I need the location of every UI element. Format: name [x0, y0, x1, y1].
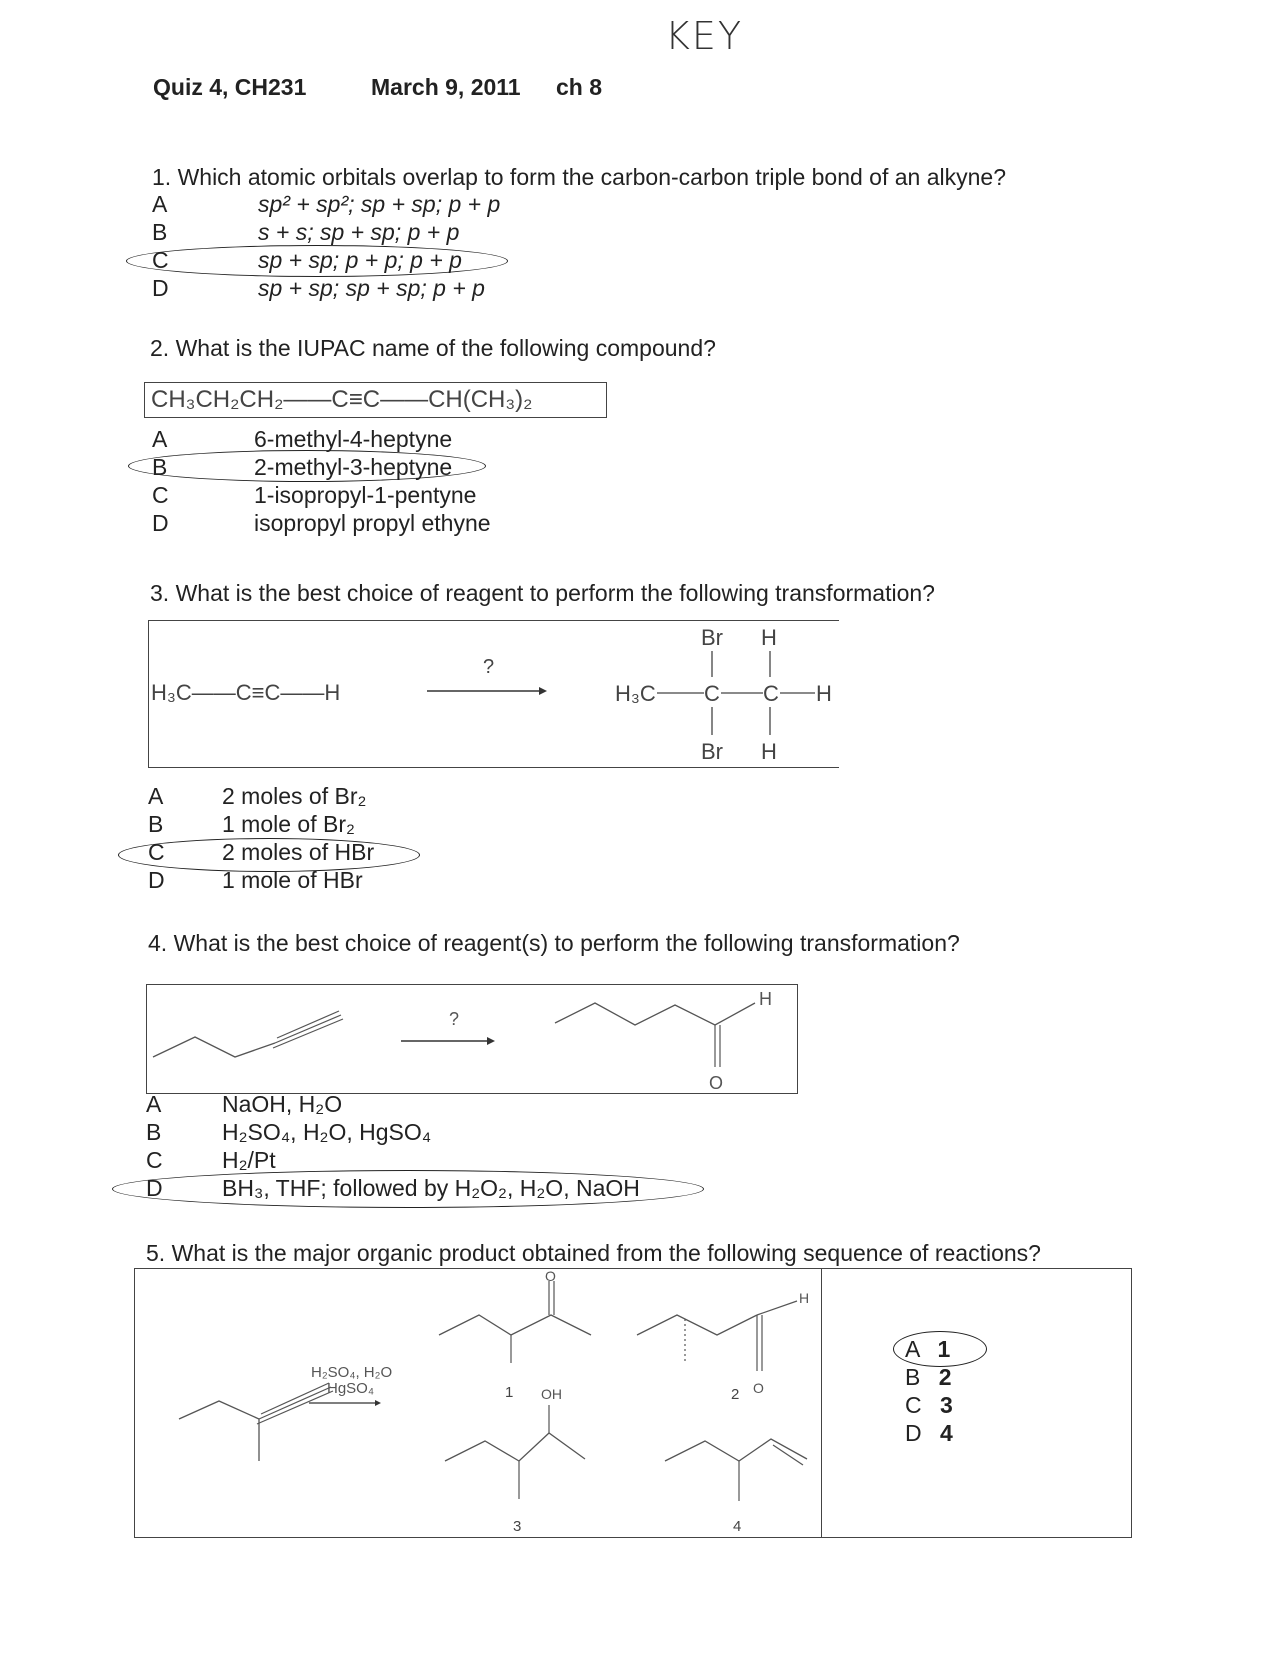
q3-option-text: 1 mole of HBr: [222, 867, 363, 893]
q5-reaction-drawing: [135, 1269, 821, 1537]
q5-divider: [821, 1269, 822, 1537]
q2-option-text: 6-methyl-4-heptyne: [254, 426, 453, 452]
q1-option-text: s + s; sp + sp; p + p: [258, 219, 460, 245]
q2-option-letter: A: [152, 426, 168, 452]
q4-option-letter: A: [146, 1091, 162, 1117]
q4-answer-circle: [112, 1170, 704, 1208]
q4-option-a[interactable]: [146, 1090, 706, 1118]
q2-option-letter: B: [152, 454, 168, 480]
q5-product3-label: 3: [513, 1518, 522, 1535]
q4-option-letter: B: [146, 1119, 162, 1145]
q4-reaction-drawing: [147, 985, 797, 1093]
q3-option-text: 1 mole of Br₂: [222, 811, 355, 837]
q1-option-text: sp² + sp²; sp + sp; p + p: [258, 191, 501, 217]
q5-option-letter: B: [905, 1364, 921, 1390]
q2-option-a[interactable]: [152, 425, 652, 453]
q5-option-num: 4: [940, 1420, 953, 1446]
q3-option-text: 2 moles of Br₂: [222, 783, 367, 809]
q3-question: 3. What is the best choice of reagent to perform the following transformation?: [150, 580, 935, 606]
q5-product1-o: O: [545, 1269, 556, 1284]
q5-option-b[interactable]: [905, 1363, 953, 1391]
q3-product-h-right: H: [816, 681, 832, 706]
q4-product-h: H: [759, 989, 772, 1009]
q3-option-a[interactable]: [148, 782, 598, 810]
q3-options: [148, 782, 598, 894]
q3-option-letter: A: [148, 783, 164, 809]
q2-options: [152, 425, 652, 537]
q3-arrow-head: [539, 687, 547, 695]
q3-product-h-top: H: [761, 625, 777, 650]
q2-option-text: 2-methyl-3-heptyne: [254, 454, 453, 480]
q4-option-letter: C: [146, 1147, 163, 1173]
q3-option-text: 2 moles of HBr: [222, 839, 375, 865]
q2-question: 2. What is the IUPAC name of the following compound?: [150, 335, 716, 361]
q4-product-o: O: [709, 1073, 724, 1093]
q4-option-text: H₂SO₄, H₂O, HgSO₄: [222, 1119, 432, 1145]
quiz-chapter: ch 8: [556, 74, 603, 100]
q3-reaction-box: [148, 620, 839, 768]
q5-option-d[interactable]: [905, 1419, 953, 1447]
q3-product-c2: C: [763, 681, 779, 706]
q3-reactant: H₃C——C≡C——H: [151, 680, 341, 705]
q2-option-text: isopropyl propyl ethyne: [254, 510, 491, 536]
q1-option-letter: B: [152, 219, 168, 245]
q3-arrow-label: ?: [483, 656, 495, 678]
q4-option-text: H₂/Pt: [222, 1147, 276, 1173]
q1-option-letter: A: [152, 191, 168, 217]
q2-option-text: 1-isopropyl-1-pentyne: [254, 482, 477, 508]
q4-option-text: NaOH, H₂O: [222, 1091, 343, 1117]
q5-reaction-box: [134, 1268, 1132, 1538]
q1-option-d[interactable]: [152, 274, 652, 302]
q1-option-text: sp + sp; p + p; p + p: [258, 247, 462, 273]
q1-option-text: sp + sp; sp + sp; p + p: [258, 275, 485, 301]
q3-option-letter: D: [148, 867, 165, 893]
q2-compound: CH₃CH₂CH₂——C≡C——CH(CH₃)₂: [151, 386, 533, 413]
q5-reagents-line2: HgSO₄: [327, 1380, 374, 1397]
q5-product4-label: 4: [733, 1518, 742, 1535]
q3-answer-circle: [118, 838, 420, 872]
q5-question: 5. What is the major organic product obtained from the following sequence of reactions?: [146, 1240, 1041, 1266]
key-mark: KEY: [665, 14, 744, 58]
q4-option-text: BH₃, THF; followed by H₂O₂, H₂O, NaOH: [222, 1175, 640, 1201]
quiz-title: Quiz 4, CH231: [153, 74, 307, 100]
q5-option-num: 2: [938, 1364, 952, 1390]
q2-compound-box: [144, 382, 607, 418]
q1-option-letter: D: [152, 275, 169, 301]
q5-option-letter: A: [905, 1336, 920, 1362]
q5-product2-o: O: [753, 1380, 764, 1396]
q5-option-num: 3: [940, 1392, 953, 1418]
q4-question: 4. What is the best choice of reagent(s) to perform the following transformation?: [148, 930, 960, 956]
q3-reaction-drawing: [149, 621, 839, 767]
q5-reagents-line1: H₂SO₄, H₂O: [311, 1364, 393, 1381]
q3-product-br-top: Br: [701, 625, 723, 650]
q2-option-letter: C: [152, 482, 169, 508]
quiz-date: March 9, 2011: [371, 74, 521, 100]
q1-question: 1. Which atomic orbitals overlap to form the carbon-carbon triple bond of an alkyne?: [152, 164, 1006, 190]
q5-answer-circle: [893, 1331, 987, 1367]
q3-option-letter: C: [148, 839, 165, 865]
q2-answer-circle: [128, 450, 486, 482]
q3-option-letter: B: [148, 811, 164, 837]
q3-product-left: H₃C: [615, 681, 656, 706]
q3-option-b[interactable]: [148, 810, 598, 838]
q5-product3-oh: OH: [541, 1386, 562, 1402]
q2-option-d[interactable]: [152, 509, 652, 537]
q1-option-a[interactable]: [152, 190, 652, 218]
q2-option-c[interactable]: [152, 481, 652, 509]
q4-reaction-box: [146, 984, 798, 1094]
q5-product2-label: 2: [731, 1386, 740, 1403]
q5-option-letter: D: [905, 1420, 922, 1446]
q4-option-b[interactable]: [146, 1118, 706, 1146]
q3-product-br-bottom: Br: [701, 739, 723, 764]
q3-product-c1: C: [704, 681, 720, 706]
q5-option-c[interactable]: [905, 1391, 953, 1419]
q1-option-b[interactable]: [152, 218, 652, 246]
q3-product-h-bottom: H: [761, 739, 777, 764]
q5-option-num: 1: [937, 1336, 951, 1362]
q5-product1-label: 1: [505, 1384, 514, 1401]
q1-answer-circle: [126, 245, 508, 277]
q1-option-letter: C: [152, 247, 169, 273]
q4-arrow-label: ?: [449, 1009, 460, 1029]
q4-option-letter: D: [146, 1175, 163, 1201]
q5-product2-h: H: [799, 1290, 810, 1306]
q2-option-letter: D: [152, 510, 169, 536]
q5-option-letter: C: [905, 1392, 922, 1418]
